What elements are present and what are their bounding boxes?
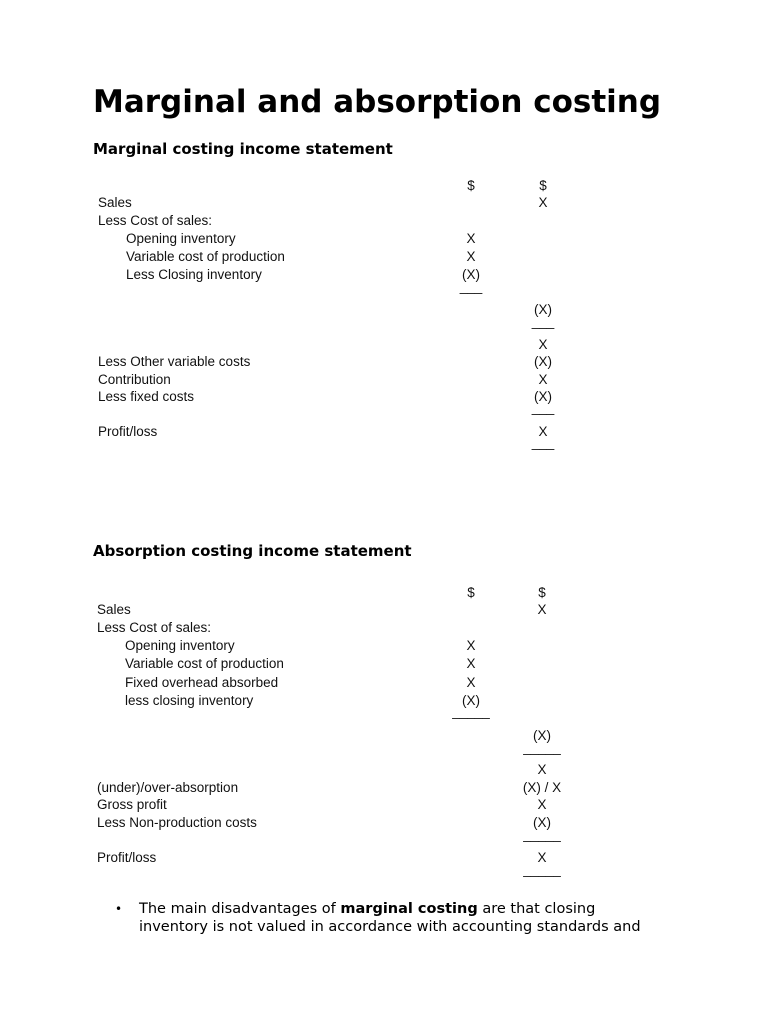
marginal-sales-label: Sales — [98, 195, 132, 210]
marginal-variable-cost-value: X — [466, 249, 476, 264]
marginal-rule-2: ___ — [531, 314, 555, 329]
absorption-cost-total-value: (X) — [533, 728, 551, 743]
marginal-rule-3: ___ — [531, 400, 555, 415]
bullet-marker: • — [115, 902, 123, 916]
marginal-col1-header: $ — [467, 178, 475, 193]
absorption-non-production-label: Less Non-production costs — [97, 815, 257, 830]
marginal-variable-cost-label: Variable cost of production — [126, 249, 285, 264]
absorption-rule-2: _____ — [523, 740, 561, 755]
absorption-sales-label: Sales — [97, 602, 131, 617]
bullet-text — [139, 900, 679, 936]
absorption-rule-3: _____ — [523, 827, 561, 842]
marginal-profit-value: X — [538, 424, 548, 439]
absorption-profit-label: Profit/loss — [97, 850, 157, 865]
absorption-gross-profit-label: Gross profit — [97, 797, 167, 812]
absorption-rule-1: _____ — [452, 704, 490, 719]
absorption-closing-inventory-value: (X) — [462, 693, 480, 708]
marginal-other-variable-label: Less Other variable costs — [98, 354, 251, 369]
marginal-rule-4: ___ — [531, 435, 555, 450]
marginal-cost-total-value: (X) — [534, 302, 552, 317]
absorption-fixed-overhead-value: X — [466, 675, 476, 690]
marginal-fixed-costs-label: Less fixed costs — [98, 389, 195, 404]
marginal-profit-label: Profit/loss — [98, 424, 158, 439]
absorption-subtotal-value: X — [537, 762, 547, 777]
page-title: Marginal and absorption costing — [93, 84, 662, 120]
absorption-closing-inventory-label: less closing inventory — [125, 693, 254, 708]
absorption-gross-profit-value: X — [537, 797, 547, 812]
marginal-rule-1: ___ — [459, 279, 483, 294]
absorption-opening-inventory-value: X — [466, 638, 476, 653]
absorption-col2-header: $ — [538, 585, 546, 600]
absorption-under-over-value: (X) / X — [522, 780, 562, 795]
marginal-heading: Marginal costing income statement — [93, 140, 393, 158]
absorption-non-production-value: (X) — [533, 815, 551, 830]
marginal-closing-inventory-value: (X) — [462, 267, 480, 282]
absorption-under-over-label: (under)/over-absorption — [97, 780, 239, 795]
bullet-line-1 — [139, 900, 679, 918]
marginal-fixed-costs-value: (X) — [534, 389, 552, 404]
bullet-bold-term: marginal costing — [340, 901, 478, 917]
marginal-contribution-value: X — [538, 372, 548, 387]
absorption-fixed-overhead-label: Fixed overhead absorbed — [125, 675, 279, 690]
absorption-variable-cost-label: Variable cost of production — [125, 656, 284, 671]
absorption-heading: Absorption costing income statement — [93, 542, 412, 560]
absorption-variable-cost-value: X — [466, 656, 476, 671]
absorption-less-cost-label: Less Cost of sales: — [97, 620, 212, 635]
marginal-opening-inventory-label: Opening inventory — [126, 231, 236, 246]
marginal-other-variable-value: (X) — [534, 354, 552, 369]
bullet-line-1-after: are that closing — [477, 901, 596, 917]
absorption-opening-inventory-label: Opening inventory — [125, 638, 235, 653]
absorption-profit-value: X — [537, 850, 547, 865]
marginal-sales-value: X — [538, 195, 548, 210]
absorption-col1-header: $ — [467, 585, 475, 600]
bullet-line-1-before: The main disadvantages of — [139, 901, 341, 917]
marginal-less-cost-label: Less Cost of sales: — [98, 213, 213, 228]
absorption-rule-4: _____ — [523, 862, 561, 877]
marginal-contribution-label: Contribution — [98, 372, 171, 387]
bullet-line-2: inventory is not valued in accordance with accounting standards and — [139, 919, 641, 935]
marginal-subtotal-value: X — [538, 337, 548, 352]
marginal-col2-header: $ — [539, 178, 547, 193]
marginal-opening-inventory-value: X — [466, 231, 476, 246]
marginal-closing-inventory-label: Less Closing inventory — [126, 267, 262, 282]
absorption-sales-value: X — [537, 602, 547, 617]
